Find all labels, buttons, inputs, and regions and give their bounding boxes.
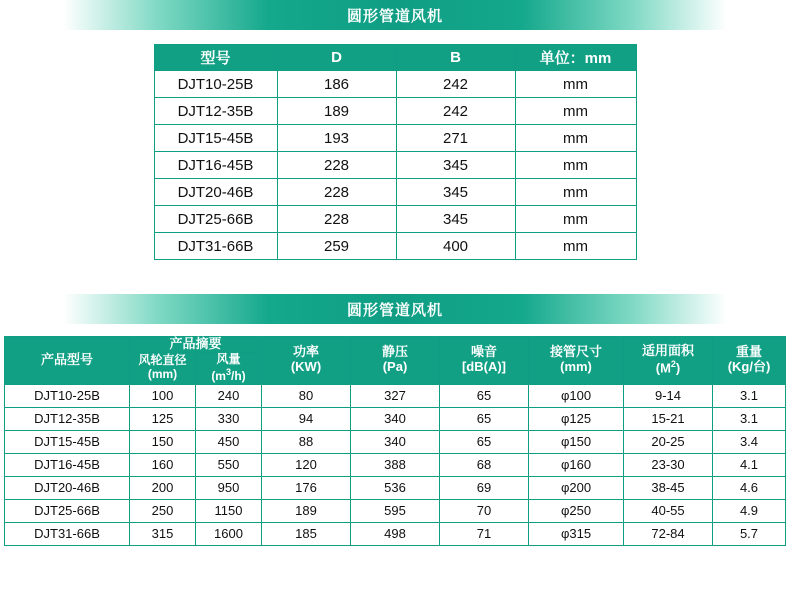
spec-cell-weight: 5.7 (713, 522, 786, 545)
spec-cell-impeller-diameter: 250 (130, 499, 196, 522)
spec-cell-impeller-diameter: 200 (130, 476, 196, 499)
table-row (154, 179, 636, 206)
spec-header-air-flow (196, 352, 262, 384)
dim-cell-b: 242 (396, 98, 515, 125)
spec-cell-weight: 4.6 (713, 476, 786, 499)
dim-header-b: B (396, 45, 515, 71)
spec-cell-noise: 69 (440, 476, 529, 499)
area-unit-pre: (M (655, 360, 671, 376)
spec-cell-weight: 3.4 (713, 430, 786, 453)
spec-cell-noise: 71 (440, 522, 529, 545)
dim-cell-unit: mm (515, 71, 636, 98)
dim-cell-model: DJT10-25B (154, 71, 277, 98)
table-header-row (154, 45, 636, 71)
table-header-row-top (5, 337, 786, 353)
spec-cell-area: 72-84 (624, 522, 713, 545)
spec-header-pipe-size (529, 337, 624, 385)
spec-header-weight-label: 重量 (735, 344, 762, 360)
spec-header-power (262, 337, 351, 385)
spec-header-noise-label: 噪音 (470, 344, 497, 360)
spec-cell-model: DJT25-66B (5, 499, 130, 522)
spec-cell-static-pressure: 536 (351, 476, 440, 499)
table-row (154, 233, 636, 260)
dim-cell-d: 186 (277, 71, 396, 98)
dim-cell-b: 400 (396, 233, 515, 260)
dim-cell-d: 228 (277, 206, 396, 233)
dim-cell-d: 228 (277, 179, 396, 206)
spec-cell-power: 80 (262, 384, 351, 407)
table-row (154, 125, 636, 152)
dimension-table (154, 44, 637, 260)
spec-cell-noise: 70 (440, 499, 529, 522)
spec-cell-static-pressure: 327 (351, 384, 440, 407)
spec-cell-power: 88 (262, 430, 351, 453)
dim-cell-d: 189 (277, 98, 396, 125)
section-banner-specs (0, 294, 790, 324)
spec-cell-model: DJT16-45B (5, 453, 130, 476)
spec-header-area-label: 适用面积 (641, 343, 694, 359)
table-row (154, 71, 636, 98)
spec-cell-power: 120 (262, 453, 351, 476)
area-unit-sup: 2 (670, 359, 676, 370)
dim-cell-d: 193 (277, 125, 396, 152)
spec-cell-pipe-size: φ250 (529, 499, 624, 522)
spec-cell-impeller-diameter: 125 (130, 407, 196, 430)
spec-cell-air-flow: 950 (196, 476, 262, 499)
dim-cell-model: DJT25-66B (154, 206, 277, 233)
spec-header-area-unit (624, 359, 712, 376)
table-row (5, 407, 786, 430)
spec-cell-air-flow: 330 (196, 407, 262, 430)
spec-header-impeller-diameter-label: 风轮直径 (138, 353, 187, 368)
table-row (5, 522, 786, 545)
dim-cell-b: 271 (396, 125, 515, 152)
spec-header-pipe-size-unit: (mm) (560, 359, 592, 375)
spec-header-impeller-diameter (130, 352, 196, 384)
spec-cell-weight: 3.1 (713, 407, 786, 430)
dim-cell-unit: mm (515, 206, 636, 233)
spec-cell-pipe-size: φ160 (529, 453, 624, 476)
spec-table (4, 336, 786, 546)
table-row (5, 384, 786, 407)
spec-cell-pipe-size: φ125 (529, 407, 624, 430)
spec-header-air-flow-label: 风量 (216, 351, 241, 366)
spec-cell-power: 176 (262, 476, 351, 499)
dim-cell-unit: mm (515, 98, 636, 125)
spec-cell-pipe-size: φ200 (529, 476, 624, 499)
dim-cell-model: DJT15-45B (154, 125, 277, 152)
dim-cell-model: DJT31-66B (154, 233, 277, 260)
spec-cell-static-pressure: 340 (351, 430, 440, 453)
spec-cell-pipe-size: φ150 (529, 430, 624, 453)
dim-cell-model: DJT20-46B (154, 179, 277, 206)
dim-cell-unit: mm (515, 233, 636, 260)
table-row (5, 476, 786, 499)
flow-unit-post: /h) (231, 368, 246, 383)
spec-cell-weight: 4.1 (713, 453, 786, 476)
spec-cell-noise: 65 (440, 407, 529, 430)
dim-cell-b: 345 (396, 152, 515, 179)
spec-table-body (5, 384, 786, 545)
dim-cell-model: DJT16-45B (154, 152, 277, 179)
flow-unit-pre: (m (211, 368, 226, 383)
spec-table-container (0, 336, 790, 546)
spec-cell-air-flow: 1150 (196, 499, 262, 522)
spec-header-weight (713, 337, 786, 385)
spec-cell-air-flow: 1600 (196, 522, 262, 545)
spec-header-pipe-size-label: 接管尺寸 (549, 344, 602, 360)
spec-cell-weight: 3.1 (713, 384, 786, 407)
dimension-table-container (0, 44, 790, 260)
spec-cell-static-pressure: 498 (351, 522, 440, 545)
spec-cell-impeller-diameter: 315 (130, 522, 196, 545)
dim-cell-b: 345 (396, 179, 515, 206)
spec-header-static-pressure-label: 静压 (381, 344, 408, 360)
spec-cell-impeller-diameter: 160 (130, 453, 196, 476)
dim-cell-d: 259 (277, 233, 396, 260)
table-row (154, 152, 636, 179)
spec-header-static-pressure (351, 337, 440, 385)
spec-header-static-pressure-unit: (Pa) (382, 359, 408, 375)
spec-cell-power: 94 (262, 407, 351, 430)
flow-unit-sup: 3 (225, 366, 231, 377)
spec-header-noise-unit: [dB(A)] (461, 359, 507, 375)
spec-cell-model: DJT15-45B (5, 430, 130, 453)
table-row (154, 206, 636, 233)
table-row (5, 453, 786, 476)
spec-cell-area: 9-14 (624, 384, 713, 407)
spec-cell-area: 15-21 (624, 407, 713, 430)
spec-cell-area: 38-45 (624, 476, 713, 499)
spec-header-noise (440, 337, 529, 385)
spec-cell-model: DJT12-35B (5, 407, 130, 430)
spec-header-power-label: 功率 (292, 344, 319, 360)
dim-cell-unit: mm (515, 125, 636, 152)
spec-cell-model: DJT20-46B (5, 476, 130, 499)
dim-cell-model: DJT12-35B (154, 98, 277, 125)
dim-header-d: D (277, 45, 396, 71)
dim-cell-unit: mm (515, 179, 636, 206)
area-unit-post: ) (675, 360, 681, 376)
spec-cell-air-flow: 550 (196, 453, 262, 476)
dimension-table-head (154, 45, 636, 71)
spec-cell-noise: 68 (440, 453, 529, 476)
spec-cell-model: DJT10-25B (5, 384, 130, 407)
spec-cell-area: 40-55 (624, 499, 713, 522)
spec-cell-pipe-size: φ315 (529, 522, 624, 545)
spec-header-weight-unit: (Kg/台) (727, 359, 771, 375)
dimension-table-body (154, 71, 636, 260)
spec-cell-area: 20-25 (624, 430, 713, 453)
spec-cell-air-flow: 240 (196, 384, 262, 407)
spec-header-impeller-diameter-unit: (mm) (147, 367, 178, 382)
table-row (5, 430, 786, 453)
spec-header-model: 产品型号 (5, 337, 130, 385)
dim-header-model: 型号 (154, 45, 277, 71)
spec-header-area (624, 337, 713, 385)
spec-cell-static-pressure: 595 (351, 499, 440, 522)
dim-cell-d: 228 (277, 152, 396, 179)
spec-cell-weight: 4.9 (713, 499, 786, 522)
spec-cell-area: 23-30 (624, 453, 713, 476)
spec-cell-static-pressure: 388 (351, 453, 440, 476)
banner-title-dimensions: 圆形管道风机 (346, 7, 443, 25)
spec-cell-air-flow: 450 (196, 430, 262, 453)
spec-cell-impeller-diameter: 100 (130, 384, 196, 407)
spec-header-group: 产品摘要 (130, 337, 262, 353)
dim-header-unit: 单位：mm (515, 45, 636, 71)
dim-cell-unit: mm (515, 152, 636, 179)
spec-table-head (5, 337, 786, 385)
spec-cell-power: 185 (262, 522, 351, 545)
spec-cell-power: 189 (262, 499, 351, 522)
table-row (154, 98, 636, 125)
spec-cell-impeller-diameter: 150 (130, 430, 196, 453)
dim-cell-b: 242 (396, 71, 515, 98)
spec-cell-pipe-size: φ100 (529, 384, 624, 407)
dim-cell-b: 345 (396, 206, 515, 233)
banner-title-specs: 圆形管道风机 (346, 301, 443, 319)
section-banner-dimensions (0, 0, 790, 30)
spec-cell-noise: 65 (440, 430, 529, 453)
spec-cell-model: DJT31-66B (5, 522, 130, 545)
spec-cell-static-pressure: 340 (351, 407, 440, 430)
table-row (5, 499, 786, 522)
spec-header-air-flow-unit (196, 367, 261, 384)
spec-cell-noise: 65 (440, 384, 529, 407)
spec-header-power-unit: (KW) (290, 359, 322, 375)
